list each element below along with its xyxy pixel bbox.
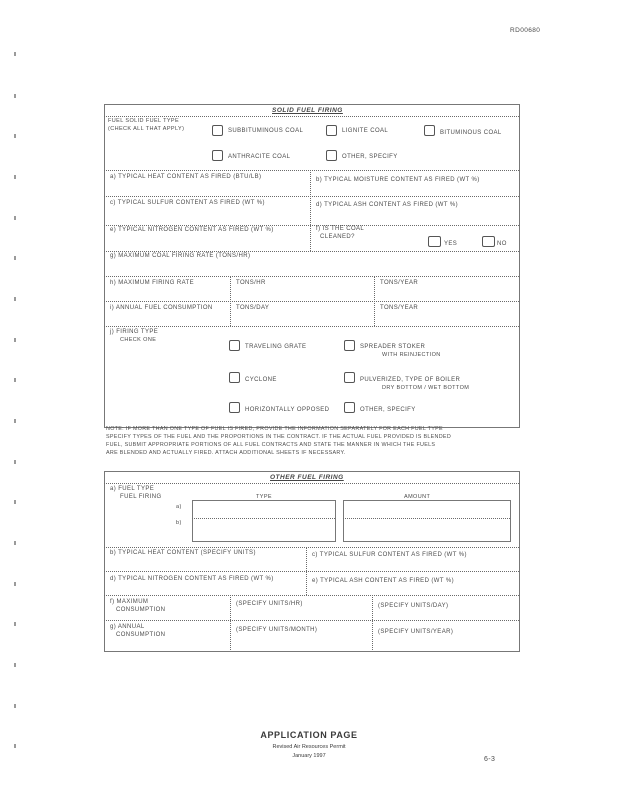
margin-mark <box>14 378 16 382</box>
spreader-stoker-checkbox[interactable] <box>344 340 355 351</box>
bituminous-checkbox[interactable] <box>424 125 435 136</box>
margin-mark <box>14 582 16 586</box>
units-hr-field[interactable]: (SPECIFY UNITS/HR) <box>236 601 303 607</box>
divider <box>372 595 373 650</box>
divider <box>104 547 519 548</box>
other-fuel-title: OTHER FUEL FIRING <box>270 474 344 481</box>
cyclone-checkbox[interactable] <box>229 372 240 383</box>
divider <box>310 170 311 225</box>
note-line: ARE BLENDED AND ACTUALLY FIRED. ATTACH ADDITIONAL SHEETS IF NECESSARY. <box>106 450 346 456</box>
divider <box>104 620 519 621</box>
row-b-label: b) <box>176 520 182 526</box>
margin-mark <box>14 94 16 98</box>
annual-consumption-label: i) ANNUAL FUEL CONSUMPTION <box>110 305 213 311</box>
firing-type-label: j) FIRING TYPE <box>110 329 159 335</box>
horizontally-opposed-checkbox[interactable] <box>229 402 240 413</box>
fuel-type-label: a) FUEL TYPE <box>110 486 155 492</box>
divider <box>192 518 335 519</box>
divider <box>104 595 519 596</box>
spreader-stoker-sublabel: WITH REINJECTION <box>382 352 441 358</box>
traveling-grate-label: TRAVELING GRATE <box>245 344 307 350</box>
pulverized-label: PULVERIZED, TYPE OF BOILER <box>360 377 461 383</box>
divider <box>104 483 519 484</box>
subbituminous-label: SUBBITUMINOUS COAL <box>228 128 304 134</box>
yes-label: YES <box>444 241 458 247</box>
pulverized-checkbox[interactable] <box>344 372 355 383</box>
margin-mark <box>14 704 16 708</box>
margin-mark <box>14 460 16 464</box>
firing-type-sublabel: CHECK ONE <box>120 337 157 343</box>
divider <box>104 276 519 277</box>
tons-year-field[interactable]: TONS/YEAR <box>380 280 419 286</box>
tons-day-field[interactable]: TONS/DAY <box>236 305 270 311</box>
divider <box>310 225 311 251</box>
margin-mark <box>14 622 16 626</box>
max-firing-rate-label: h) MAXIMUM FIRING RATE <box>110 280 195 286</box>
max-consumption-label: f) MAXIMUM <box>110 599 149 605</box>
divider <box>104 170 519 171</box>
anthracite-label: ANTHRACITE COAL <box>228 154 291 160</box>
sulfur-content-label[interactable]: c) TYPICAL SULFUR CONTENT AS FIRED (WT %) <box>110 200 265 206</box>
margin-mark <box>14 175 16 179</box>
annual-consumption-sublabel: CONSUMPTION <box>116 632 166 638</box>
heat-content-units-label[interactable]: b) TYPICAL HEAT CONTENT (SPECIFY UNITS) <box>110 550 256 556</box>
divider <box>104 116 519 117</box>
spreader-stoker-label: SPREADER STOKER <box>360 344 426 350</box>
no-label: NO <box>497 241 507 247</box>
divider <box>104 251 519 252</box>
margin-mark <box>14 500 16 504</box>
traveling-grate-checkbox[interactable] <box>229 340 240 351</box>
ash-content-label[interactable]: e) TYPICAL ASH CONTENT AS FIRED (WT %) <box>312 578 454 584</box>
other-firing-label: OTHER, SPECIFY <box>360 407 416 413</box>
nitrogen-content-label[interactable]: e) TYPICAL NITROGEN CONTENT AS FIRED (WT %) <box>110 227 274 233</box>
margin-mark <box>14 338 16 342</box>
cleaned-no-checkbox[interactable] <box>482 236 495 247</box>
divider <box>104 225 519 226</box>
pulverized-sublabel: DRY BOTTOM / WET BOTTOM <box>382 385 470 391</box>
margin-mark <box>14 419 16 423</box>
other-coal-checkbox[interactable] <box>326 150 337 161</box>
sulfur-content-label[interactable]: c) TYPICAL SULFUR CONTENT AS FIRED (WT %) <box>312 552 467 558</box>
max-consumption-sublabel: CONSUMPTION <box>116 607 166 613</box>
cyclone-label: CYCLONE <box>245 377 277 383</box>
footer-line: Revised Air Resources Permit <box>272 744 346 750</box>
ash-content-label[interactable]: d) TYPICAL ASH CONTENT AS FIRED (WT %) <box>316 202 458 208</box>
page-number: 6-3 <box>484 756 496 763</box>
margin-mark <box>14 744 16 748</box>
divider <box>104 571 519 572</box>
note-line: NOTE: IF MORE THAN ONE TYPE OF FUEL IS FIRED, PROVIDE THE INFORMATION SEPARATELY FOR EACH FUEL TYPE <box>106 426 443 432</box>
note-line: FUEL, SUBMIT APPROPRIATE PORTIONS OF ALL FUEL CONTRACTS AND STATE THE MANNER IN WHICH THE FUELS <box>106 442 436 448</box>
fuel-firing-label: FUEL FIRING <box>120 494 162 500</box>
application-page-title: APPLICATION PAGE <box>260 730 358 740</box>
divider <box>104 326 519 327</box>
fuel-type-input[interactable] <box>192 500 336 542</box>
row-a-label: a) <box>176 504 182 510</box>
divider <box>104 301 519 302</box>
horizontally-opposed-label: HORIZONTALLY OPPOSED <box>245 407 330 413</box>
tons-year-field-2[interactable]: TONS/YEAR <box>380 305 419 311</box>
nitrogen-content-label[interactable]: d) TYPICAL NITROGEN CONTENT AS FIRED (WT %) <box>110 576 274 582</box>
subbituminous-checkbox[interactable] <box>212 125 223 136</box>
amount-column-header: AMOUNT <box>404 494 431 500</box>
footer-date: January 1997 <box>292 753 326 759</box>
other-firing-checkbox[interactable] <box>344 402 355 413</box>
margin-mark <box>14 297 16 301</box>
units-day-field[interactable]: (SPECIFY UNITS/DAY) <box>378 603 449 609</box>
note-line: SPECIFY TYPES OF THE FUEL AND THE PROPORTIONS IN THE CONTRACT. IF THE ACTUAL FUEL PROVIDED IS BLENDED <box>106 434 452 440</box>
divider <box>230 595 231 650</box>
fuel-type-label: FUEL SOLID FUEL TYPE <box>108 118 180 124</box>
margin-mark <box>14 256 16 260</box>
coal-cleaned-label: f) IS THE COAL <box>316 226 365 232</box>
lignite-checkbox[interactable] <box>326 125 337 136</box>
max-coal-rate-label[interactable]: g) MAXIMUM COAL FIRING RATE (TONS/HR) <box>110 253 251 259</box>
annual-consumption-label: g) ANNUAL <box>110 624 145 630</box>
document-id: RD00680 <box>510 27 541 34</box>
coal-cleaned-sublabel: CLEANED? <box>320 234 355 240</box>
lignite-label: LIGNITE COAL <box>342 128 389 134</box>
bituminous-label: BITUMINOUS COAL <box>440 130 502 136</box>
fuel-amount-input[interactable] <box>343 500 511 542</box>
margin-mark <box>14 134 16 138</box>
type-column-header: TYPE <box>256 494 272 500</box>
tons-hr-field[interactable]: TONS/HR <box>236 280 266 286</box>
margin-mark <box>14 663 16 667</box>
divider <box>104 196 519 197</box>
cleaned-yes-checkbox[interactable] <box>428 236 441 247</box>
other-fuel-section <box>104 471 520 652</box>
other-coal-label: OTHER, SPECIFY <box>342 154 398 160</box>
heat-content-label[interactable]: a) TYPICAL HEAT CONTENT AS FIRED (BTU/LB) <box>110 174 262 180</box>
units-year-field[interactable]: (SPECIFY UNITS/YEAR) <box>378 629 454 635</box>
divider <box>343 518 510 519</box>
margin-mark <box>14 52 16 56</box>
solid-fuel-title: SOLID FUEL FIRING <box>272 107 343 114</box>
margin-mark <box>14 541 16 545</box>
fuel-type-sublabel: (CHECK ALL THAT APPLY) <box>108 126 185 132</box>
units-month-field[interactable]: (SPECIFY UNITS/MONTH) <box>236 627 318 633</box>
margin-mark <box>14 216 16 220</box>
anthracite-checkbox[interactable] <box>212 150 223 161</box>
moisture-content-label[interactable]: b) TYPICAL MOISTURE CONTENT AS FIRED (WT %) <box>316 177 480 183</box>
